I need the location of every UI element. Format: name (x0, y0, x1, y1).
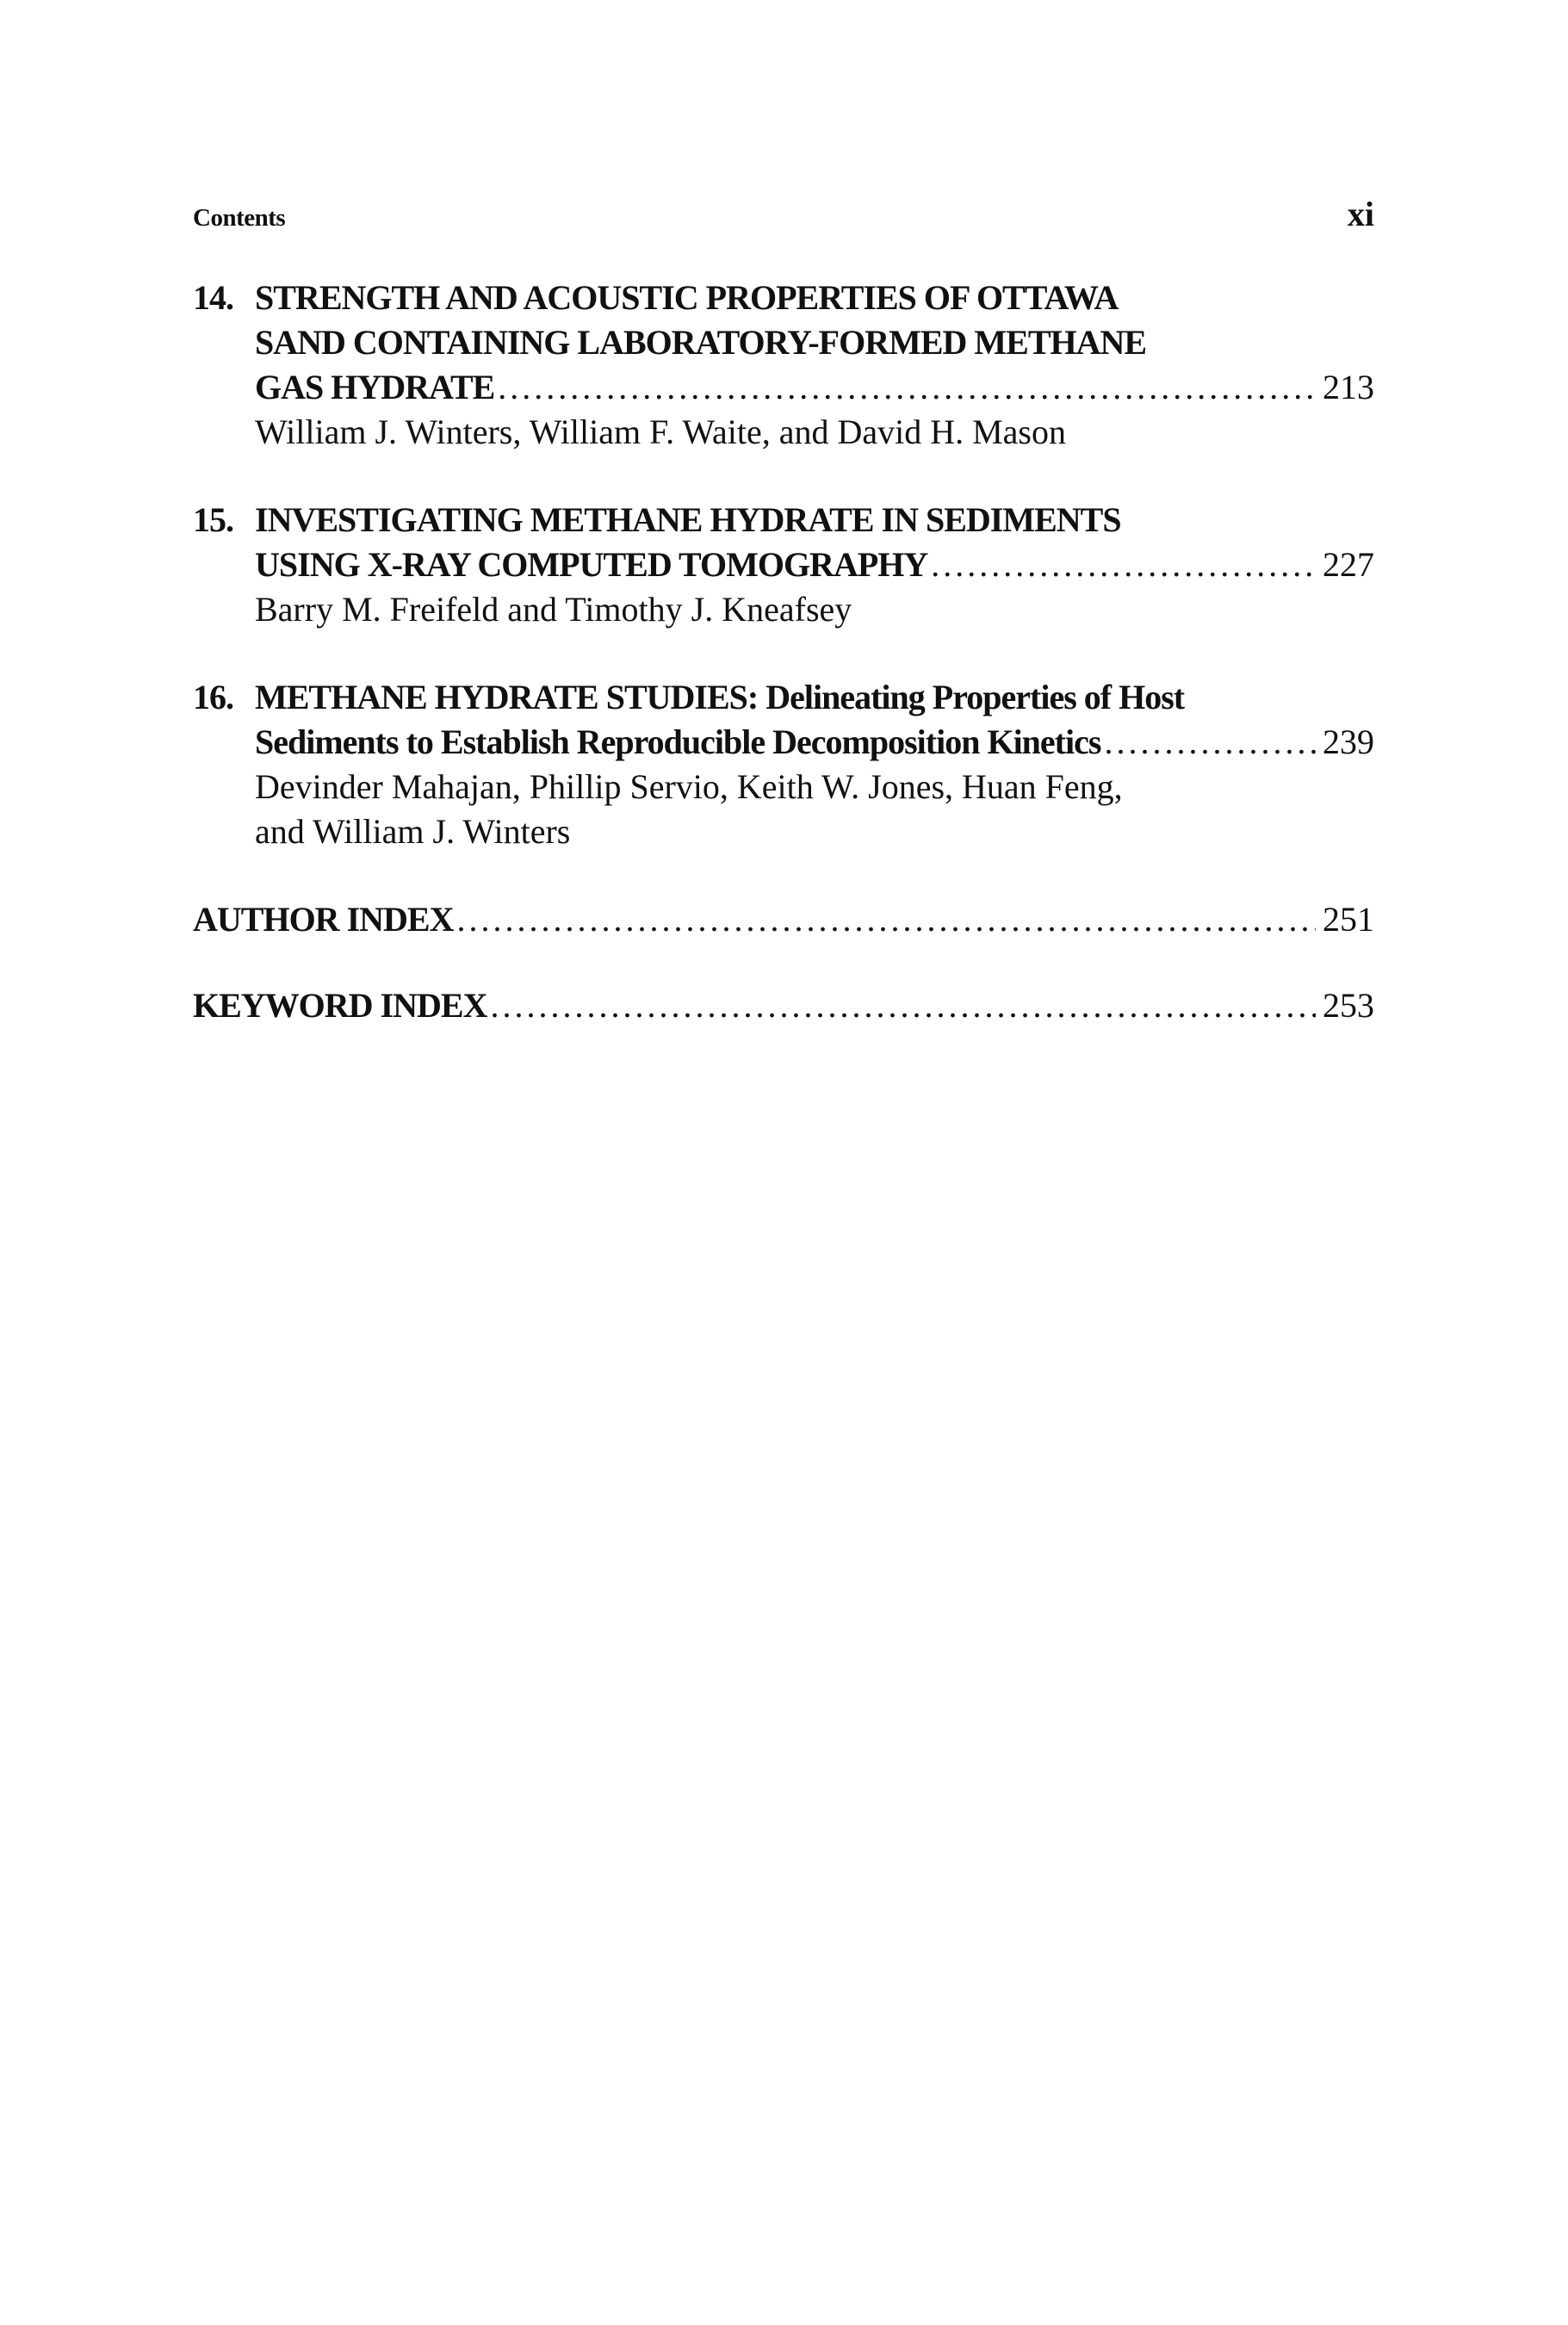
author-index-entry (193, 897, 1374, 942)
table-of-contents (193, 276, 1374, 1070)
page-number: xi (1347, 195, 1374, 233)
dot-leader (931, 542, 1316, 587)
toc-entry-16 (193, 675, 1374, 854)
chapter-page: 239 (1323, 722, 1374, 761)
chapter-title-line: SAND CONTAINING LABORATORY-FORMED METHANE (255, 323, 1147, 362)
index-page: 253 (1323, 986, 1374, 1025)
chapter-title-line: Sediments to Establish Reproducible Decomposition Kinetics (255, 722, 1101, 761)
chapter-title-line: METHANE HYDRATE STUDIES: Delineating Properties of Host (255, 678, 1185, 716)
chapter-leader-line (255, 542, 1374, 587)
chapter-authors: Devinder Mahajan, Phillip Servio, Keith W. Jones, Huan Feng, (255, 767, 1123, 806)
chapter-number: 16. (193, 678, 233, 716)
chapter-number: 14. (193, 278, 233, 317)
chapter-title-line: INVESTIGATING METHANE HYDRATE IN SEDIMENTS (255, 500, 1121, 539)
dot-leader (490, 983, 1316, 1028)
index-leader-line (193, 983, 1374, 1028)
toc-entry-14 (193, 276, 1374, 455)
chapter-leader-line (255, 720, 1374, 765)
chapter-page: 227 (1323, 545, 1374, 584)
chapter-number: 15. (193, 500, 233, 539)
chapter-title-line: GAS HYDRATE (255, 368, 495, 406)
running-title: Contents (193, 204, 286, 232)
chapter-leader-line (255, 365, 1374, 410)
index-title: KEYWORD INDEX (193, 986, 487, 1025)
index-leader-line (193, 897, 1374, 942)
index-page: 251 (1323, 900, 1374, 939)
chapter-authors: and William J. Winters (255, 812, 571, 851)
chapter-title-line: STRENGTH AND ACOUSTIC PROPERTIES OF OTTAWA (255, 278, 1119, 317)
chapter-page: 213 (1323, 368, 1374, 406)
chapter-authors: Barry M. Freifeld and Timothy J. Kneafsey (255, 590, 852, 629)
running-head (193, 194, 1374, 234)
chapter-authors: William J. Winters, William F. Waite, and David H. Mason (255, 412, 1066, 451)
dot-leader (456, 897, 1316, 942)
keyword-index-entry (193, 983, 1374, 1028)
dot-leader (498, 365, 1316, 410)
dot-leader (1104, 720, 1316, 765)
chapter-title-line: USING X-RAY COMPUTED TOMOGRAPHY (255, 545, 928, 584)
toc-entry-15 (193, 498, 1374, 632)
index-title: AUTHOR INDEX (193, 900, 454, 939)
